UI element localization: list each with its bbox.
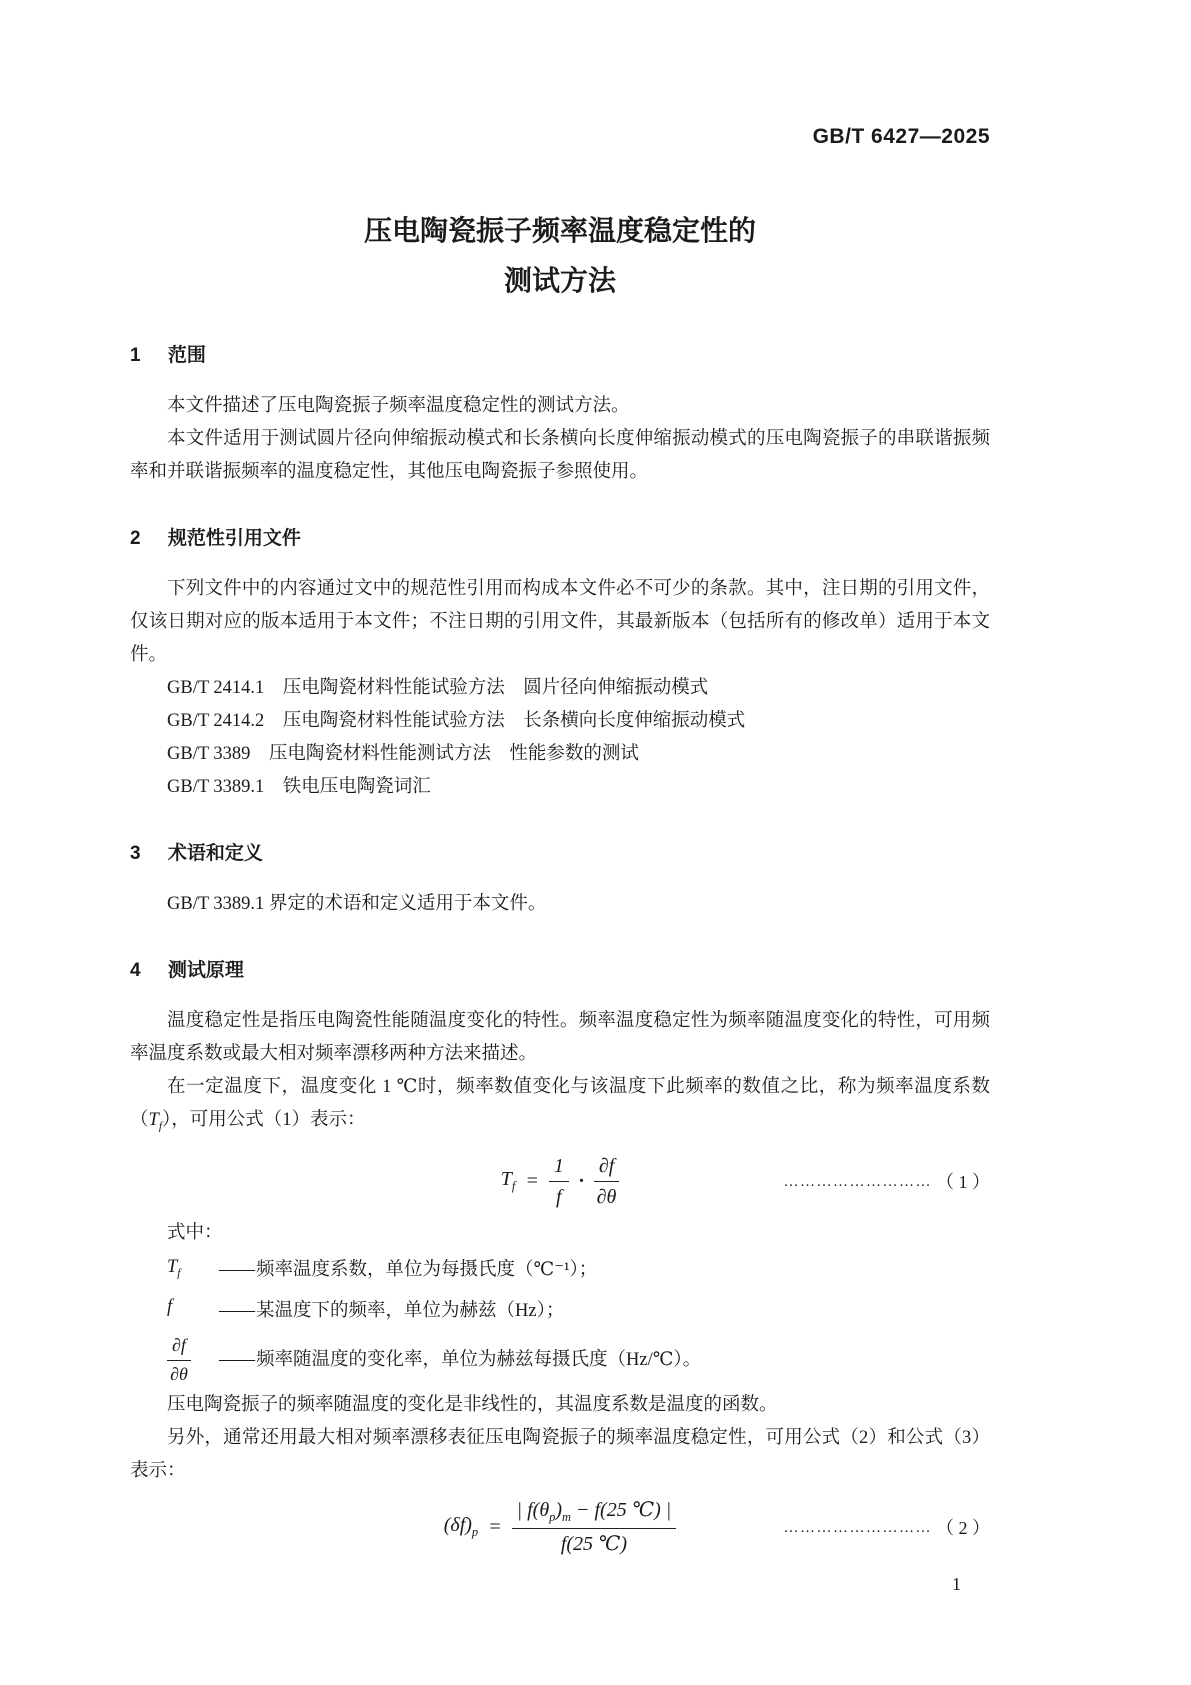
math-sub: p (471, 1525, 479, 1540)
where-label: 式中： (167, 1222, 223, 1243)
section-number: 3 (130, 843, 141, 864)
section-4-heading (130, 959, 990, 983)
reference-item: GB/T 3389.1 铁电压电陶瓷词汇 (167, 777, 431, 797)
fraction-numerator: ∂f (167, 1335, 191, 1361)
title-line-1: 压电陶瓷振子频率温度稳定性的 (363, 215, 756, 246)
math-term: − f(25 ℃) (571, 1499, 661, 1522)
fraction-numerator: ∂f (594, 1154, 619, 1182)
dot-leader: ……………………… (783, 1174, 932, 1191)
section-title: 范围 (167, 345, 206, 366)
math-symbol-tf (501, 1168, 516, 1194)
definition-text: 频率温度系数，单位为每摄氏度（℃⁻¹）； (256, 1260, 598, 1281)
standard-number: GB/T 6427—2025 (812, 125, 990, 148)
definition-text: 某温度下的频率，单位为赫兹（Hz）； (256, 1300, 565, 1321)
math-sub: p (549, 1510, 556, 1525)
formula-1-expression (501, 1154, 620, 1209)
equation-number: （ 1 ） (936, 1172, 990, 1193)
math-base: T (148, 1110, 159, 1130)
fraction-denominator: f (556, 1185, 562, 1208)
section-number: 2 (130, 528, 141, 549)
math-sub: m (562, 1510, 571, 1525)
section-title: 规范性引用文件 (167, 528, 301, 549)
fraction (512, 1498, 677, 1556)
formula-1-number (784, 1168, 991, 1194)
paragraph: 本文件描述了压电陶瓷振子频率温度稳定性的测试方法。 (167, 396, 630, 416)
math-sub: f (158, 1120, 162, 1133)
dot-operator: · (578, 1169, 584, 1192)
abs-bar: | (660, 1499, 672, 1522)
formula-1 (130, 1154, 990, 1209)
equals-sign: = (488, 1515, 502, 1538)
reference-item: GB/T 2414.1 压电陶瓷材料性能试验方法 圆片径向伸缩振动模式 (167, 678, 709, 698)
section-2-heading (130, 527, 990, 551)
math-base: f (167, 1297, 173, 1318)
dot-leader: ……………………… (783, 1520, 932, 1537)
paragraph: 温度稳定性是指压电陶瓷性能随温度变化的特性。频率温度稳定性为频率随温度变化的特性，可用频率温度系数或最大相对频率漂移两种方法来描述。 (130, 1011, 990, 1064)
equals-sign: = (525, 1169, 539, 1192)
symbol-definition-dfdtheta (130, 1331, 990, 1389)
fraction-denominator: f(25 ℃) (560, 1533, 628, 1556)
paragraph-text: 在一定温度下，温度变化 1 ℃时，频率数值变化与该温度下此频率的数值之比，称为频率温度系数（ (130, 1077, 990, 1130)
abs-bar: | (516, 1499, 528, 1522)
equation-number: （ 2 ） (936, 1518, 990, 1539)
section-1-heading (130, 344, 990, 368)
paragraph-text: ），可用公式（1）表示： (162, 1110, 366, 1130)
definition-dash: —— (219, 1260, 254, 1281)
math-symbol-tf (167, 1250, 219, 1291)
section-terms-definitions (130, 842, 990, 921)
section-3-heading (130, 842, 990, 866)
math-term: f(θ (527, 1499, 550, 1522)
fraction (167, 1335, 191, 1385)
section-title: 术语和定义 (167, 843, 263, 864)
math-symbol-tf (148, 1110, 162, 1133)
definition-dash: —— (219, 1300, 254, 1321)
document-header (130, 124, 990, 150)
title-line-2: 测试方法 (503, 265, 616, 296)
symbol-definition-tf (130, 1250, 990, 1291)
math-symbol-f (167, 1290, 219, 1331)
paragraph: GB/T 3389.1 界定的术语和定义适用于本文件。 (167, 894, 547, 914)
definition-dash: —— (219, 1350, 254, 1371)
fraction-numerator: 1 (549, 1154, 569, 1182)
fraction-denominator: ∂θ (596, 1185, 617, 1208)
paragraph: 压电陶瓷振子的频率随温度的变化是非线性的，其温度系数是温度的函数。 (167, 1395, 778, 1416)
paragraph (130, 1071, 990, 1144)
section-number: 4 (130, 960, 141, 981)
reference-item: GB/T 2414.2 压电陶瓷材料性能试验方法 长条横向长度伸缩振动模式 (167, 711, 746, 731)
fraction-denominator: ∂θ (170, 1363, 188, 1384)
paragraph: 本文件适用于测试圆片径向伸缩振动模式和长条横向长度伸缩振动模式的压电陶瓷振子的串联谐振频率和并联谐振频率的温度稳定性，其他压电陶瓷振子参照使用。 (130, 429, 990, 482)
math-term: ) (555, 1499, 563, 1522)
definition-text: 频率随温度的变化率，单位为赫兹每摄氏度（Hz/℃）。 (256, 1350, 702, 1371)
reference-item: GB/T 3389 压电陶瓷材料性能测试方法 性能参数的测试 (167, 744, 639, 764)
formula-2-expression (444, 1498, 677, 1556)
section-number: 1 (130, 345, 141, 366)
fraction (549, 1154, 569, 1209)
fraction-numerator (512, 1498, 677, 1529)
math-symbol-dfdtheta (167, 1335, 219, 1385)
fraction (594, 1154, 619, 1209)
math-symbol-deltaf (444, 1514, 478, 1540)
section-title: 测试原理 (167, 960, 244, 981)
section-test-principle (130, 959, 990, 1556)
section-normative-references (130, 527, 990, 804)
symbol-definition-f (130, 1290, 990, 1331)
formula-2 (130, 1498, 990, 1556)
math-base: (δf) (443, 1514, 472, 1537)
formula-2-number (784, 1514, 991, 1540)
math-base: T (500, 1168, 512, 1191)
document-title (130, 206, 990, 306)
section-scope (130, 344, 990, 489)
math-sub: f (177, 1267, 181, 1280)
math-sub: f (511, 1179, 516, 1194)
paragraph: 另外，通常还用最大相对频率漂移表征压电陶瓷振子的频率温度稳定性，可用公式（2）和公式（3）表示： (130, 1428, 990, 1482)
paragraph: 下列文件中的内容通过文中的规范性引用而构成本文件必不可少的条款。其中，注日期的引用文件，仅该日期对应的版本适用于本文件；不注日期的引用文件，其最新版本（包括所有的修改单）适用于本文件。 (130, 579, 990, 665)
math-base: T (167, 1256, 178, 1277)
page-number: 1 (952, 1574, 961, 1594)
